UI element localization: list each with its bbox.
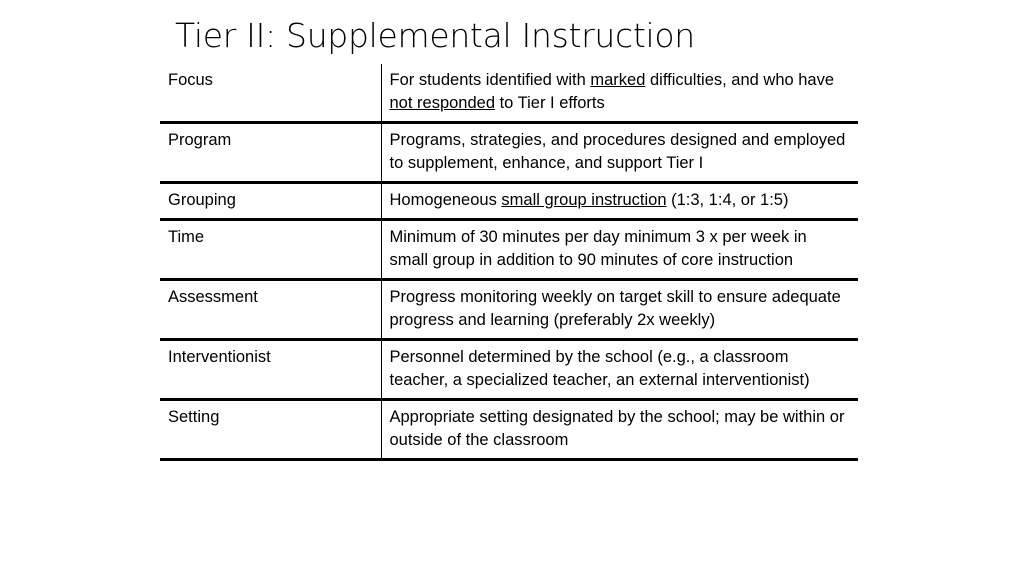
description-text: Appropriate setting designated by the school; may be within or outside of the classroom bbox=[389, 408, 845, 449]
row-description bbox=[381, 400, 858, 460]
table-row-focus bbox=[160, 64, 858, 123]
description-text: Homogeneous bbox=[389, 191, 502, 209]
row-label: Setting bbox=[160, 400, 381, 460]
underlined-text: small group instruction bbox=[501, 191, 667, 209]
row-description bbox=[381, 183, 858, 220]
row-label: Time bbox=[160, 220, 381, 280]
table-body bbox=[160, 64, 858, 460]
description-text: difficulties, and who have bbox=[645, 71, 835, 89]
row-description bbox=[381, 280, 858, 340]
description-text: Programs, strategies, and procedures designed and employed to supplement, enhance, and support Tier I bbox=[389, 131, 846, 172]
table-row-time bbox=[160, 220, 858, 280]
table-row-interventionist bbox=[160, 340, 858, 400]
row-label: Assessment bbox=[160, 280, 381, 340]
description-text: Personnel determined by the school (e.g., a classroom teacher, a specialized teacher, an external interventionist) bbox=[389, 348, 810, 389]
underlined-text: marked bbox=[590, 71, 646, 89]
row-label: Focus bbox=[160, 64, 381, 123]
description-text: Minimum of 30 minutes per day minimum 3 x per week in small group in addition to 90 minutes of core instruction bbox=[389, 228, 807, 269]
row-label: Grouping bbox=[160, 183, 381, 220]
table-row-grouping bbox=[160, 183, 858, 220]
row-description bbox=[381, 123, 858, 183]
row-description bbox=[381, 340, 858, 400]
description-text: Progress monitoring weekly on target skill to ensure adequate progress and learning (preferably 2x weekly) bbox=[389, 288, 841, 329]
tier-two-table bbox=[160, 64, 858, 461]
table-row-setting bbox=[160, 400, 858, 460]
row-label: Program bbox=[160, 123, 381, 183]
table-row-assessment bbox=[160, 280, 858, 340]
row-description bbox=[381, 220, 858, 280]
description-text: (1:3, 1:4, or 1:5) bbox=[666, 191, 789, 209]
row-label: Interventionist bbox=[160, 340, 381, 400]
row-description bbox=[381, 64, 858, 123]
description-text: For students identified with bbox=[389, 71, 591, 89]
table-row-program bbox=[160, 123, 858, 183]
description-text: to Tier I efforts bbox=[495, 94, 605, 112]
page-title: Tier II: Supplemental Instruction bbox=[175, 16, 695, 55]
underlined-text: not responded bbox=[389, 94, 496, 112]
